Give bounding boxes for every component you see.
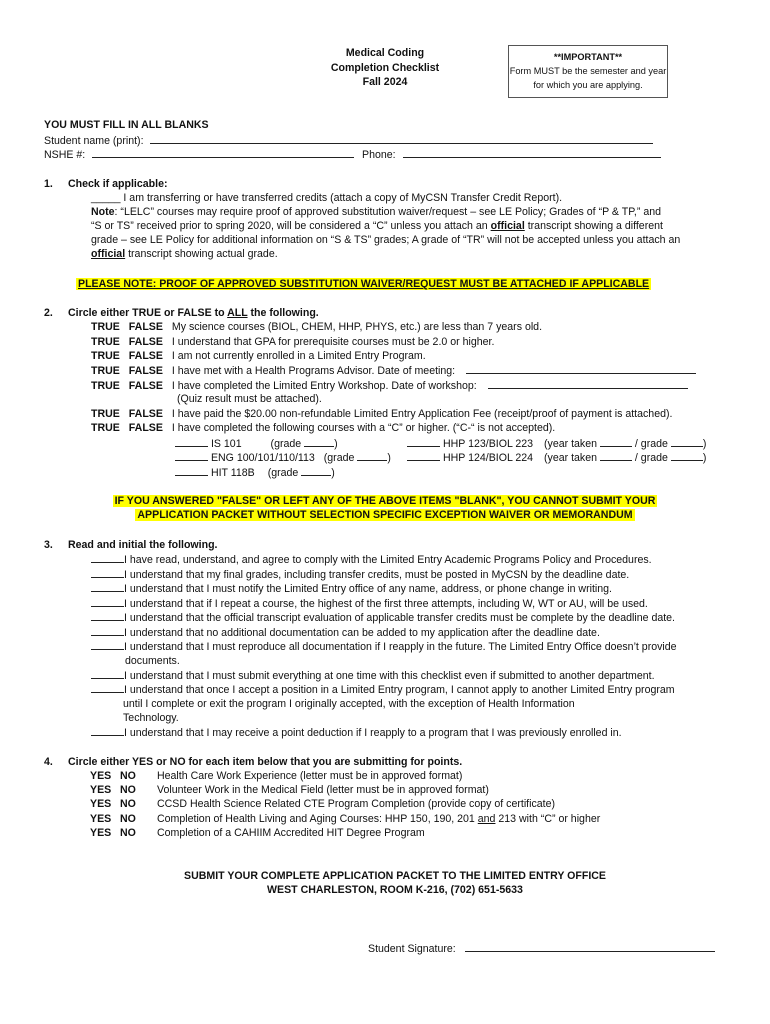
tf-row-6: [91, 407, 672, 421]
false-option[interactable]: FALSE: [128, 408, 163, 420]
transfer-credit-text: I am transferring or have transferred credits (attach a copy of MyCSN Transfer Credit Report).: [120, 192, 563, 204]
yes-option[interactable]: YES: [90, 813, 112, 825]
important-title: **IMPORTANT**: [553, 52, 623, 62]
section-1-title: Check if applicable:: [68, 178, 168, 190]
yn-item-text: Completion of a CAHIIM Accredited HIT Degree Program: [157, 827, 425, 839]
section-3-number: 3.: [44, 539, 53, 551]
section-1-number: 1.: [44, 178, 53, 190]
initial-blank[interactable]: [91, 596, 124, 607]
tf-item-text: I have paid the $20.00 non-refundable Limited Entry Application Fee (receipt/proof of payment is attached).: [171, 408, 673, 420]
section-2-number: 2.: [44, 307, 53, 319]
no-option[interactable]: NO: [120, 827, 136, 839]
yn-item-text: Completion of Health Living and Aging Courses: HHP 150, 190, 201: [157, 813, 478, 825]
fill-heading: YOU MUST FILL IN ALL BLANKS: [44, 119, 209, 131]
initial-item-text: I understand that I must reproduce all documentation if I reapply in the future. The Limited Entry Office doesn’t provide: [124, 641, 677, 653]
false-warning-line-1: IF YOU ANSWERED "FALSE" OR LEFT ANY OF THE ABOVE ITEMS "BLANK", YOU CANNOT SUBMIT YOUR: [114, 495, 656, 507]
initial-item: [91, 682, 675, 697]
submit-line-1: SUBMIT YOUR COMPLETE APPLICATION PACKET TO THE LIMITED ENTRY OFFICE: [184, 870, 606, 882]
transfer-credit-row: [91, 191, 562, 205]
section-2-title: [68, 306, 319, 320]
true-option[interactable]: TRUE: [91, 380, 120, 392]
true-option[interactable]: TRUE: [91, 365, 120, 377]
tf-item-text: I understand that GPA for prerequisite courses must be 2.0 or higher.: [171, 336, 495, 348]
nshe-label: NSHE #:: [44, 149, 86, 161]
yn-item-text: Volunteer Work in the Medical Field (letter must be in approved format): [157, 784, 489, 796]
year-field[interactable]: [600, 450, 632, 461]
false-option[interactable]: FALSE: [128, 336, 163, 348]
initial-blank[interactable]: [91, 639, 124, 650]
initial-item-text: I understand that I must submit everything at one time with this checklist even if submitted to another department.: [124, 670, 655, 682]
initial-blank[interactable]: [91, 610, 124, 621]
no-option[interactable]: NO: [120, 798, 136, 810]
false-option[interactable]: FALSE: [128, 380, 163, 392]
yn-row-4: [90, 812, 600, 826]
initial-item-text: I understand that my final grades, including transfer credits, must be posted in MyCSN by the deadline date.: [124, 569, 630, 581]
true-option[interactable]: TRUE: [91, 321, 120, 333]
tf-item-text: My science courses (BIOL, CHEM, HHP, PHYS, etc.) are less than 7 years old.: [171, 321, 543, 333]
yn-row-3: [90, 797, 555, 811]
signature-label: Student Signature:: [368, 943, 456, 955]
year-field[interactable]: [600, 436, 632, 447]
grade-field[interactable]: [304, 436, 334, 447]
initial-item: [91, 581, 612, 596]
title-line-2: Completion Checklist: [330, 61, 440, 74]
important-box: [508, 45, 668, 98]
tf-item-text: I have completed the following courses with a “C” or higher. (“C-“ is not accepted).: [171, 422, 556, 434]
initial-item-text: I understand that no additional documentation can be added to my application after the deadline date.: [124, 627, 600, 639]
tf-item-text: I have met with a Health Programs Advisor. Date of meeting:: [171, 365, 456, 377]
and-word: and: [477, 813, 496, 825]
initial-item: [91, 725, 622, 740]
section-2-title-b: the following.: [247, 307, 319, 319]
course-hit118b: [175, 465, 335, 480]
course-name: HHP 124/BIOL 224: [442, 452, 534, 464]
section-2-title-all: ALL: [227, 307, 248, 319]
course-name: ENG 100/101/110/113: [210, 452, 315, 464]
initial-blank[interactable]: [91, 552, 124, 563]
initial-item-text: Technology.: [123, 712, 179, 724]
document-title: [300, 46, 470, 90]
tf-row-7: [91, 421, 555, 435]
course-name: IS 101: [210, 438, 242, 450]
important-line-2: for which you are applying.: [533, 80, 643, 90]
note-line-3: grade – see LE Policy for additional information on “S & TS” grades; A grade of “TR” will not be accepted unless you attach an: [91, 234, 681, 246]
false-option[interactable]: FALSE: [128, 350, 163, 362]
phone-row: [362, 147, 661, 162]
true-option[interactable]: TRUE: [91, 350, 120, 362]
grade-label: (grade: [267, 467, 299, 479]
note-line-2: [91, 219, 663, 233]
quiz-note: (Quiz result must be attached).: [177, 393, 322, 405]
false-warning: [0, 494, 770, 523]
initial-item-text: I understand that I must notify the Limited Entry office of any name, address, or phone change in writing.: [124, 583, 612, 595]
section-4-title: Circle either YES or NO for each item below that you are submitting for points.: [68, 756, 463, 768]
note-text-4: transcript showing actual grade.: [125, 248, 278, 260]
course-name: HHP 123/BIOL 223: [442, 438, 534, 450]
nshe-row: [44, 147, 354, 162]
initial-item-continuation: [125, 654, 180, 668]
no-option[interactable]: NO: [120, 813, 136, 825]
grade-field[interactable]: [301, 465, 331, 476]
true-option[interactable]: TRUE: [91, 336, 120, 348]
grade-field[interactable]: [671, 450, 703, 461]
course-blank[interactable]: [175, 465, 208, 476]
false-warning-line-2: APPLICATION PACKET WITHOUT SELECTION SPECIFIC EXCEPTION WAIVER OR MEMORANDUM: [137, 509, 633, 522]
grade-close: ): [331, 467, 335, 479]
grade-label: (grade: [270, 438, 302, 450]
initial-item-text: I understand that if I repeat a course, the highest of the first three attempts, including W, WT or AU, will be used.: [124, 598, 648, 610]
initial-item-continuation: [123, 711, 179, 725]
note-label: Note: [91, 206, 115, 218]
year-taken-label: (year taken: [544, 438, 598, 450]
initial-item-text: I understand that I may receive a point deduction if I reapply to a program that I was previously enrolled in.: [124, 727, 622, 739]
yn-item-text: CCSD Health Science Related CTE Program Completion (provide copy of certificate): [157, 798, 556, 810]
signature-field[interactable]: [465, 941, 715, 952]
title-line-1: Medical Coding: [345, 47, 425, 59]
student-name-field[interactable]: [150, 133, 653, 144]
initial-item: [91, 552, 652, 567]
official-word-2: official: [91, 248, 126, 260]
section-2-title-a: Circle either TRUE or FALSE to: [68, 307, 228, 319]
tf-row-1: [91, 320, 542, 334]
grade-close: ): [702, 438, 707, 450]
official-word-1: official: [490, 220, 525, 232]
tf-item-text: I have completed the Limited Entry Workshop. Date of workshop:: [171, 380, 477, 392]
initial-blank[interactable]: [91, 668, 124, 679]
yn-item-tail: 213 with “C” or higher: [495, 813, 601, 825]
note-line-4: [91, 247, 278, 261]
grade-field[interactable]: [671, 436, 703, 447]
initial-item: [91, 639, 677, 654]
year-taken-label: (year taken: [544, 452, 598, 464]
false-option[interactable]: FALSE: [128, 321, 163, 333]
grade-label: (grade: [323, 452, 355, 464]
initial-blank[interactable]: [91, 581, 124, 592]
false-option[interactable]: FALSE: [128, 365, 163, 377]
course-blank[interactable]: [175, 450, 208, 461]
grade-label: / grade: [634, 438, 668, 450]
initial-blank[interactable]: [91, 567, 124, 578]
grade-label: / grade: [634, 452, 668, 464]
initial-item-text: until I complete or exit the program I originally accepted, with the exception of Health Information: [123, 697, 575, 710]
transfer-credit-blank[interactable]: _____: [91, 192, 121, 204]
initial-item: [91, 610, 675, 625]
tf-item-text: I am not currently enrolled in a Limited Entry Program.: [171, 350, 426, 362]
course-eng100: [175, 450, 391, 465]
course-name: HIT 118B: [210, 467, 255, 479]
title-line-3: Fall 2024: [362, 76, 408, 89]
false-option[interactable]: FALSE: [128, 422, 163, 434]
phone-label: Phone:: [362, 149, 396, 161]
initial-item-text: I understand that once I accept a position in a Limited Entry program, I cannot apply to another Limited Entry program: [124, 684, 675, 696]
yes-option[interactable]: YES: [90, 784, 112, 796]
course-blank[interactable]: [175, 436, 208, 447]
yn-row-2: [90, 783, 489, 797]
initial-item-continuation: [123, 697, 575, 711]
initial-item-text: I have read, understand, and agree to comply with the Limited Entry Academic Programs Policy and Procedures.: [124, 554, 652, 566]
important-line-1: Form MUST be the semester and year: [509, 66, 667, 76]
nshe-field[interactable]: [92, 147, 354, 158]
substitution-notice-text: PLEASE NOTE: PROOF OF APPROVED SUBSTITUTION WAIVER/REQUEST MUST BE ATTACHED IF APPLICABLE: [78, 278, 650, 290]
student-name-label: Student name (print):: [44, 135, 144, 147]
tf-row-2: [91, 335, 494, 349]
yes-option[interactable]: YES: [90, 770, 112, 782]
note-text-2a: “S or TS” received prior to spring 2020, will be considered a “C” unless you attach an: [91, 220, 491, 232]
grade-close: ): [334, 438, 338, 450]
phone-field[interactable]: [403, 147, 661, 158]
true-option[interactable]: TRUE: [91, 408, 120, 420]
initial-blank[interactable]: [91, 625, 124, 636]
grade-field[interactable]: [357, 450, 387, 461]
initial-item-text: I understand that the official transcript evaluation of applicable transfer credits must be complete by the deadline date.: [124, 612, 676, 624]
signature-row: [368, 941, 715, 956]
workshop-date-field[interactable]: [488, 378, 688, 389]
grade-close: ): [387, 452, 391, 464]
initial-blank[interactable]: [91, 725, 124, 736]
yes-option[interactable]: YES: [90, 827, 112, 839]
initial-item-text: documents.: [125, 654, 180, 667]
yn-row-1: [90, 769, 462, 783]
initial-blank[interactable]: [91, 682, 124, 693]
yes-option[interactable]: YES: [90, 798, 112, 810]
substitution-notice: [76, 277, 651, 291]
submit-line-2: WEST CHARLESTON, ROOM K-216, (702) 651-5633: [267, 884, 523, 897]
note-text-2b: transcript showing a different: [524, 220, 663, 232]
note-text-1: : “LELC” courses may require proof of approved substitution waiver/request – see LE Policy; Grades of “P & TP,” and: [114, 206, 661, 218]
course-blank[interactable]: [407, 436, 440, 447]
submit-instructions: [0, 869, 770, 898]
no-option[interactable]: NO: [120, 784, 136, 796]
yn-item-text: Health Care Work Experience (letter must be in approved format): [157, 770, 463, 782]
true-option[interactable]: TRUE: [91, 422, 120, 434]
yn-row-5: [90, 826, 425, 840]
section-4-number: 4.: [44, 756, 53, 768]
course-blank[interactable]: [407, 450, 440, 461]
grade-close: ): [702, 452, 707, 464]
tf-row-3: [91, 349, 426, 363]
note-line-1: [91, 205, 661, 219]
section-3-title: Read and initial the following.: [68, 539, 218, 551]
tf-row-4: [91, 363, 696, 378]
no-option[interactable]: NO: [120, 770, 136, 782]
meeting-date-field[interactable]: [466, 363, 696, 374]
course-hhp124: [407, 450, 706, 465]
